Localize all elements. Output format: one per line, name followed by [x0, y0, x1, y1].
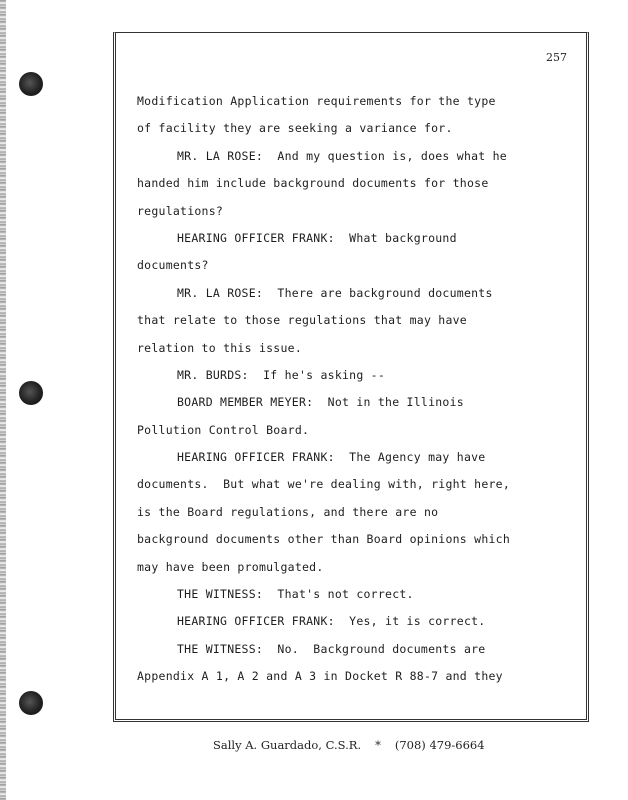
reporter-name: Sally A. Guardado, C.S.R.	[213, 738, 362, 752]
footer-separator: *	[375, 738, 381, 752]
transcript-line: is the Board regulations, and there are no	[137, 504, 439, 519]
page-number: 257	[546, 51, 567, 64]
transcript-line: may have been promulgated.	[137, 559, 324, 574]
transcript-line: of facility they are seeking a variance for.	[137, 121, 453, 136]
transcript-line: BOARD MEMBER MEYER: Not in the Illinois	[177, 395, 464, 410]
transcript-line: MR. BURDS: If he's asking --	[177, 367, 386, 382]
punch-hole-middle	[19, 381, 43, 405]
transcript-line: Modification Application requirements for the type	[137, 94, 496, 108]
reporter-footer	[213, 738, 485, 752]
transcript-line: MR. LA ROSE: There are background documents	[177, 285, 493, 300]
transcript-line: that relate to those regulations that may have	[137, 313, 467, 328]
transcript-line: regulations?	[137, 203, 224, 218]
transcript-body	[137, 88, 569, 691]
transcript-line: THE WITNESS: That's not correct.	[177, 587, 414, 602]
transcript-line: HEARING OFFICER FRANK: What background	[177, 230, 457, 245]
transcript-line: HEARING OFFICER FRANK: Yes, it is correct.	[177, 614, 486, 629]
transcript-line: documents. But what we're dealing with, right here,	[137, 477, 511, 492]
transcript-line: HEARING OFFICER FRANK: The Agency may have	[177, 450, 486, 465]
transcript-line: THE WITNESS: No. Background documents are	[177, 641, 486, 656]
transcript-line: handed him include background documents for those	[137, 176, 489, 191]
transcript-line: MR. LA ROSE: And my question is, does what he	[177, 148, 507, 163]
transcript-line: background documents other than Board opinions which	[137, 532, 511, 547]
scanned-page-edge	[0, 0, 6, 800]
punch-hole-bottom	[19, 691, 43, 715]
transcript-line: relation to this issue.	[137, 340, 302, 355]
transcript-line: Pollution Control Board.	[137, 422, 310, 437]
transcript-line: Appendix A 1, A 2 and A 3 in Docket R 88-7 and they	[137, 669, 503, 684]
punch-hole-top	[19, 72, 43, 96]
reporter-phone: (708) 479-6664	[394, 738, 485, 752]
transcript-line: documents?	[137, 258, 209, 273]
